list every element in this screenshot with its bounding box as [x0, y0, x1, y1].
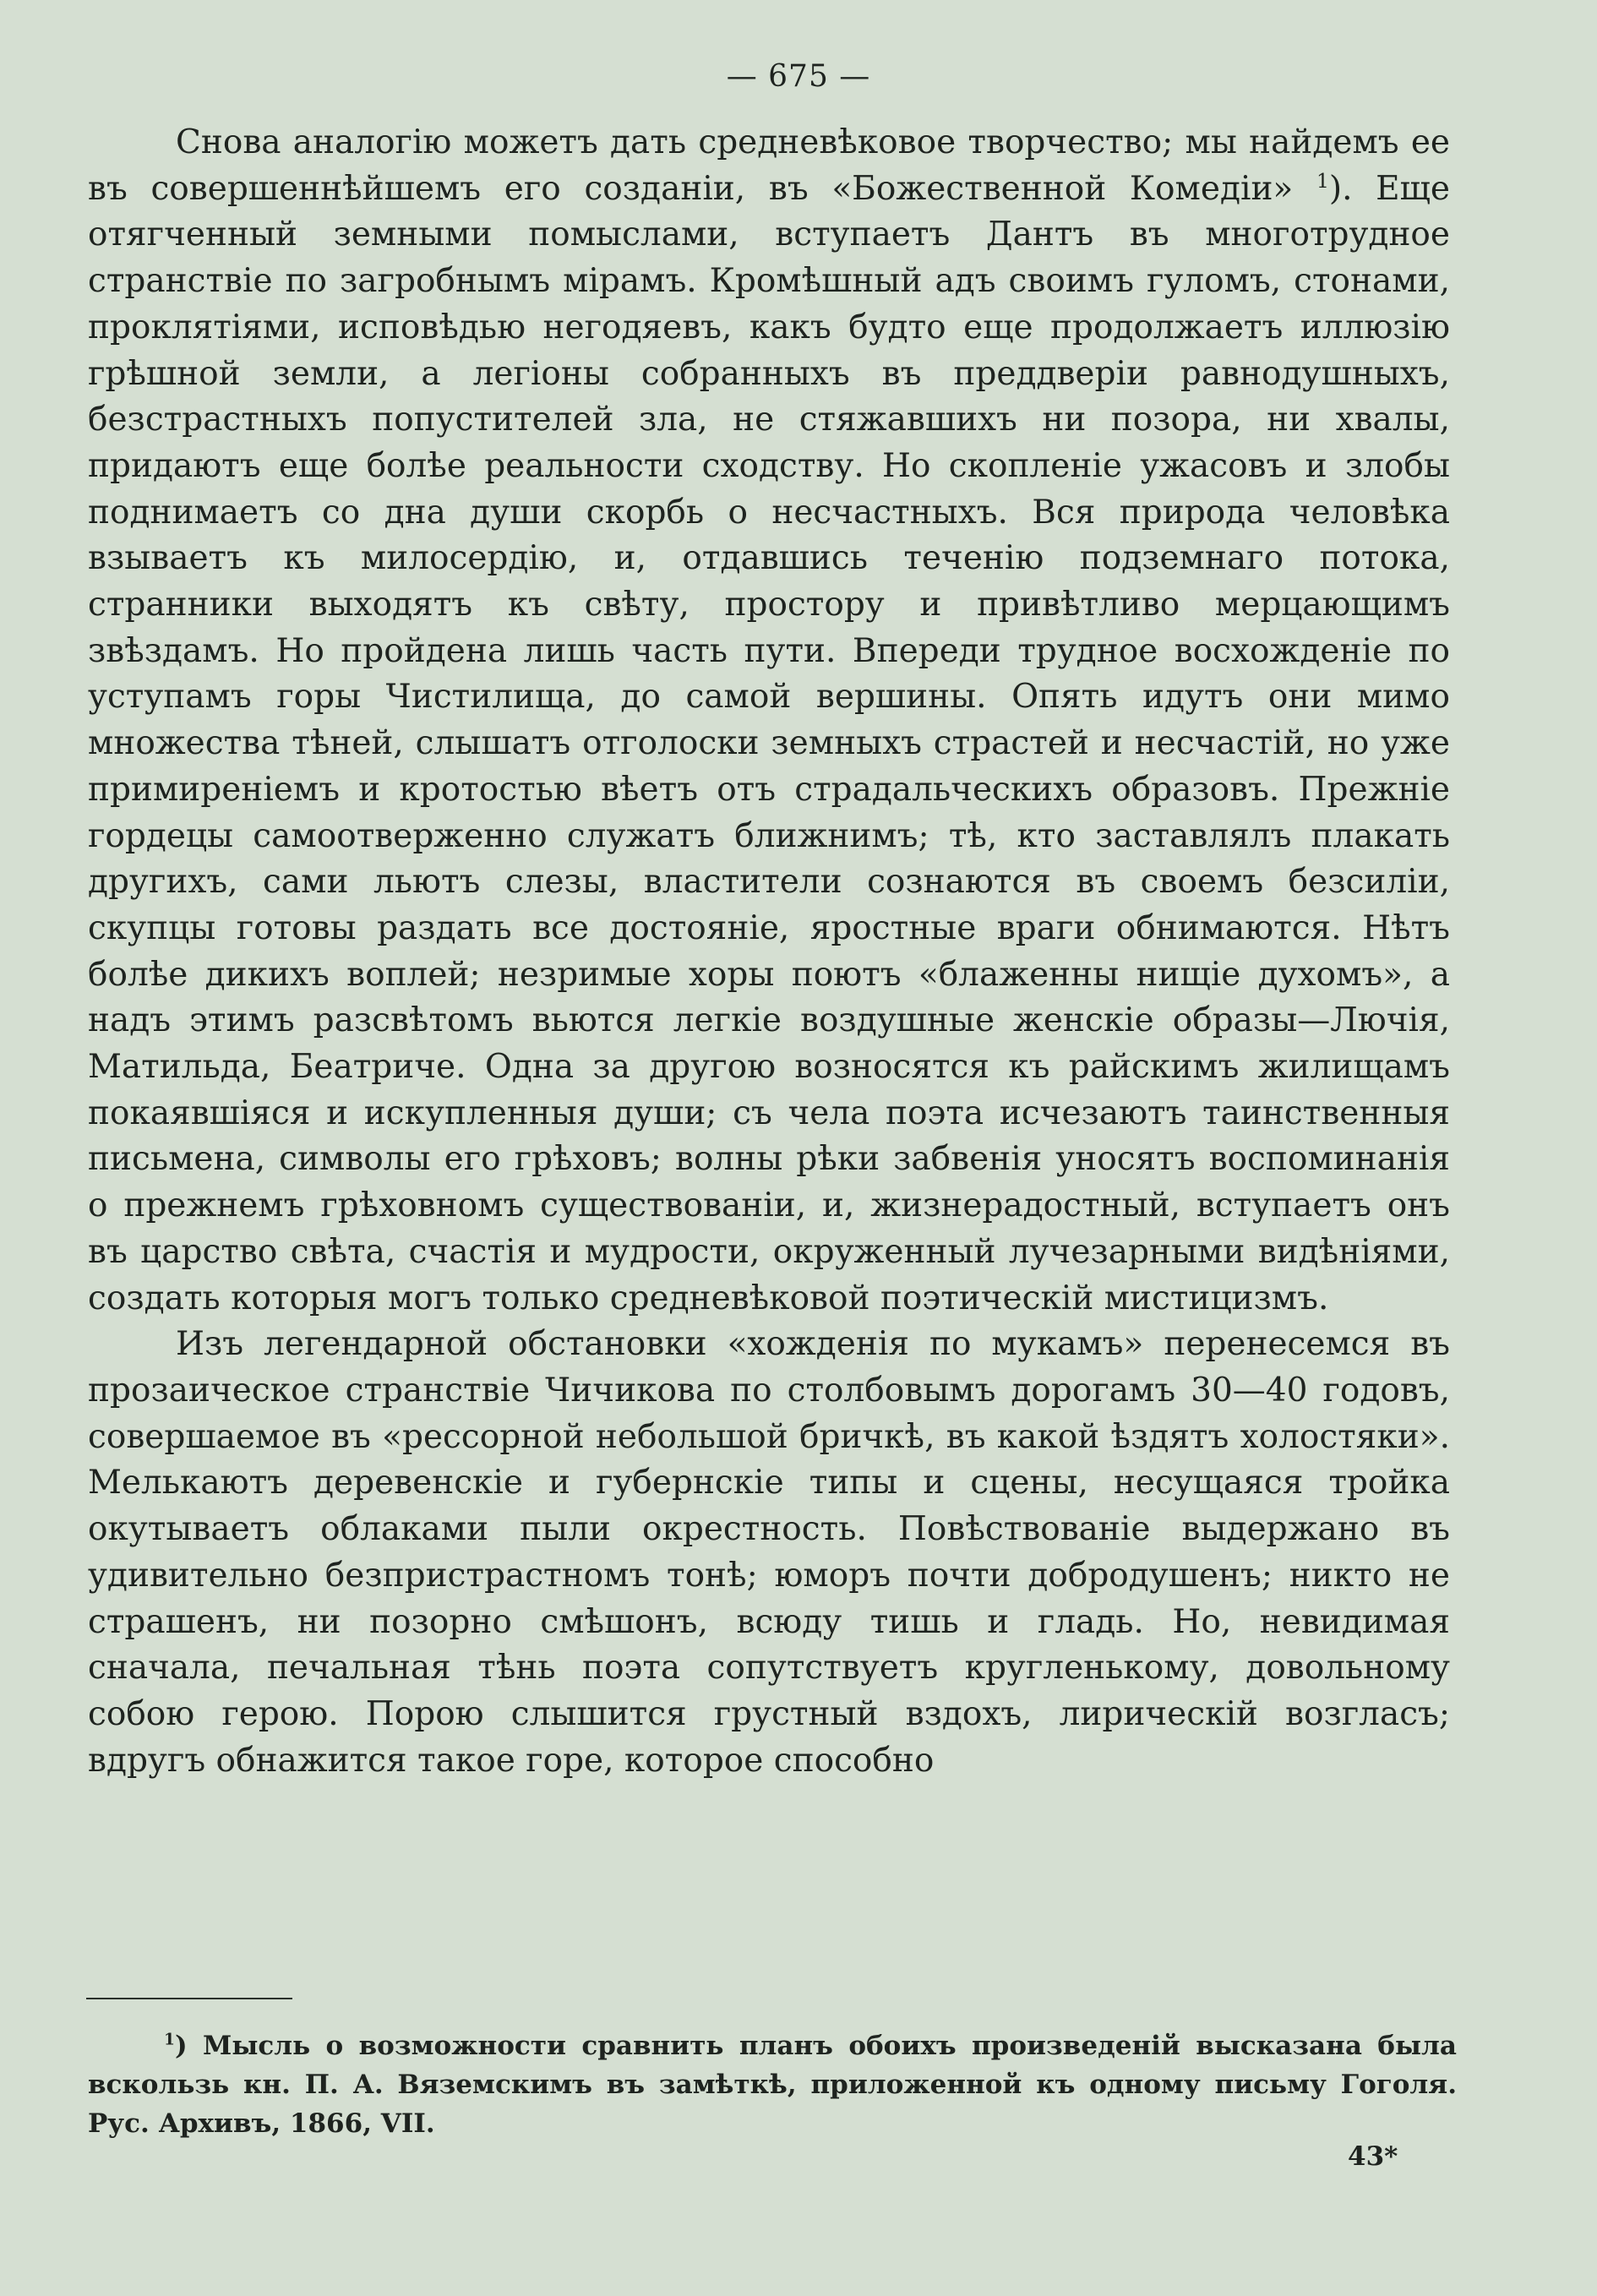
page-number: — 675 —	[726, 59, 871, 94]
footnote-marker: 1	[164, 2031, 175, 2049]
main-text	[88, 120, 1450, 1784]
paragraph-2: Изъ легендарной обстановки «хожденія по мукамъ» перенесемся въ прозаическое странствіе Чичикова по столбовымъ дорогамъ 30—40 годовъ, совершаемое въ «рессорной небольшой бричкѣ, въ какой ѣздятъ холостяки». Мелькаютъ деревенскіе и губернскіе типы и сцены, несущаяся тройка окутываетъ облаками пыли окрестность. Повѣствованіе выдержано въ удивительно безпристрастномъ тонѣ; юморъ почти добродушенъ; никто не страшенъ, ни позорно смѣшонъ, всюду тишь и гладь. Но, невидимая сначала, печальная тѣнь поэта сопутствуетъ кругленькому, довольному собою герою. Порою слышится грустный вздохъ, лирическій возгласъ; вдругъ обнажится такое горе, которое способно	[88, 1325, 1450, 1780]
signature-mark: 43*	[1348, 2141, 1398, 2172]
paragraph-1-text-b: ). Еще отягченный земными помыслами, вступаетъ Дантъ въ многотрудное странствіе по загробнымъ мірамъ. Кромѣшный адъ своимъ гуломъ, стонами, проклятіями, исповѣдью негодяевъ, какъ будто еще продолжаетъ иллюзію грѣшной земли, а легіоны собранныхъ въ преддверіи равнодушныхъ, безстрастныхъ попустителей зла, не стяжавшихъ ни позора, ни хвалы, придаютъ еще болѣе реальности сходству. Но скопленіе ужасовъ и злобы поднимаетъ со дна души скорбь о несчастныхъ. Вся природа человѣка взываетъ къ милосердію, и, отдавшись теченію подземнаго потока, странники выходятъ къ свѣту, простору и привѣтливо мерцающимъ звѣздамъ. Но пройдена лишь часть пути. Впереди трудное восхожденіе по уступамъ горы Чистилища, до самой вершины. Опять идутъ они мимо множества тѣней, слышатъ отголоски земныхъ страстей и несчастій, но уже примиреніемъ и кротостью вѣетъ отъ страдальческихъ образовъ. Прежніе гордецы самоотверженно служатъ ближнимъ; тѣ, кто заставлялъ плакать другихъ, сами льютъ слезы, властители сознаются въ своемъ безсиліи, скупцы готовы раздать все достояніе, яростные враги обнимаются. Нѣтъ болѣе дикихъ воплей; незримые хоры поютъ «блаженны нищіе духомъ», а надъ этимъ разсвѣтомъ вьются легкіе воздушные женскіе образы—Лючія, Матильда, Беатриче. Одна за другою возносятся къ райскимъ жилищамъ покаявшіяся и искупленныя души; съ чела поэта исчезаютъ таинственныя письмена, символы его грѣховъ; волны рѣки забвенія уносятъ воспоминанія о прежнемъ грѣховномъ существованіи, и, жизнерадостный, вступаетъ онъ въ царство свѣта, счастія и мудрости, окруженный лучезарными видѣніями, создать которыя могъ только средневѣковой поэтическій мистицизмъ.	[88, 169, 1450, 1317]
footnotes	[88, 2026, 1457, 2143]
footnote-text: ) Мысль о возможности сравнить планъ обоихъ произведеній высказана была вскользь кн. П. А. Вяземскимъ въ замѣткѣ, приложенной къ одному письму Гоголя. Рус. Архивъ, 1866, VII.	[88, 2031, 1457, 2139]
footnote-1	[88, 2026, 1457, 2143]
footnote-reference: 1	[1316, 168, 1329, 193]
paragraph-1	[88, 120, 1450, 1322]
paragraph-1-text-a: Снова аналогію можетъ дать средневѣковое творчество; мы найдемъ ее въ совершеннѣйшемъ его созданіи, въ «Божественной Комедіи»	[88, 123, 1450, 208]
footnote-divider	[86, 1998, 292, 1999]
